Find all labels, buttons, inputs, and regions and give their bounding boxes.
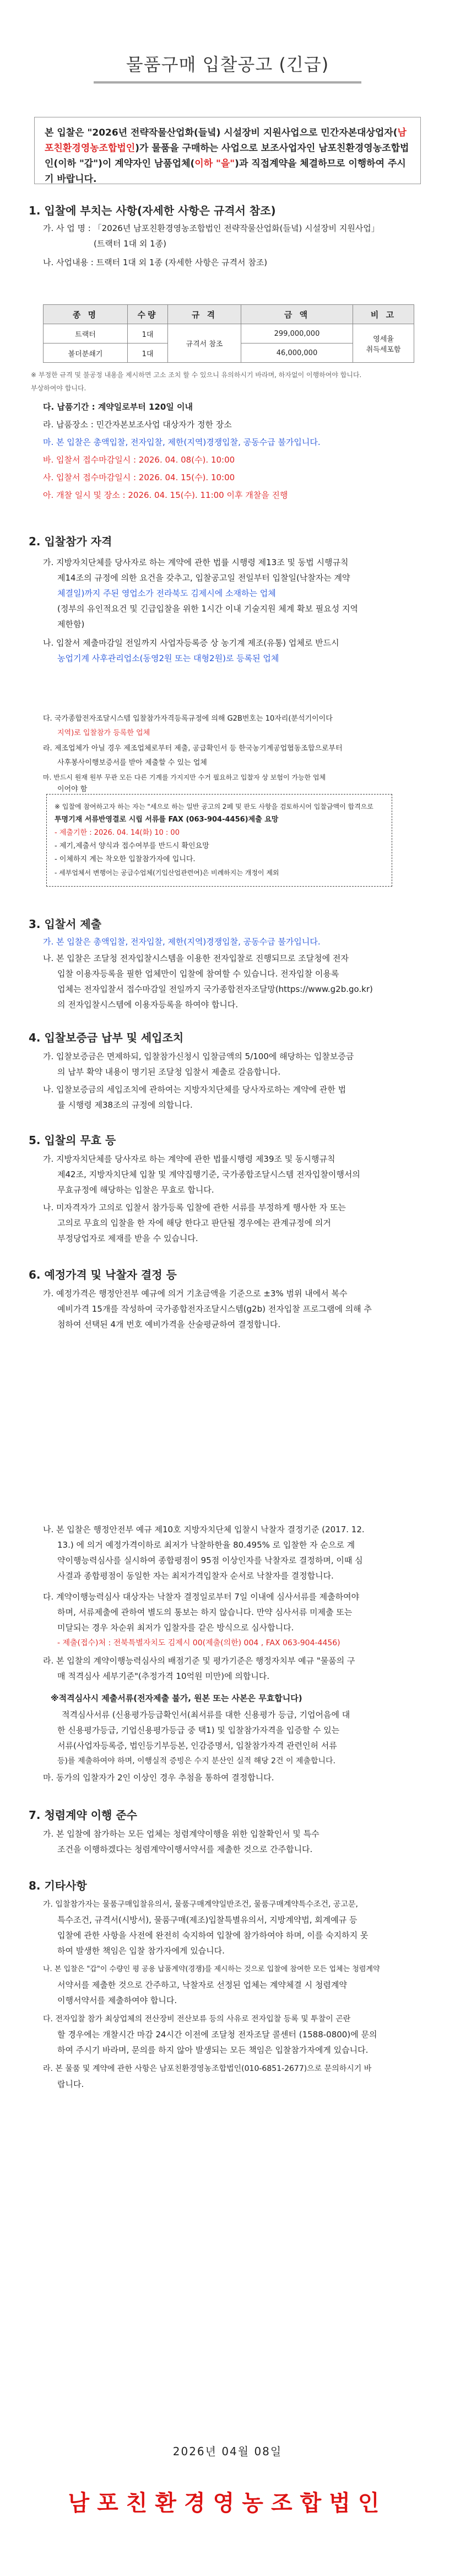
s6-item-b4: 사결과 종합평점이 동일한 자는 최저가격입찰자 순서로 낙찰자를 결정합니다.	[57, 1571, 334, 1581]
s6-item-a2: 예비가격 15개를 작성하여 국가종합전자조달시스템(g2b) 전자입찰 프로그램에 의해 추	[57, 1304, 372, 1314]
s1-item-c: 다. 납품기간 : 계약일로부터 120일 이내	[43, 402, 193, 412]
s1-note-2: 부상하여야 합니다.	[31, 384, 86, 392]
s8-item-b: 나. 본 입찰은 "갑"이 수량인 평 공용 납품계약(경쟁)를 제시하는 것으로 입찰에 참여한 모든 업체는 청렴계약	[43, 1965, 380, 1973]
notice-line: - 제기,제출서 양식과 접수여부를 반드시 확인요망	[55, 842, 209, 850]
s8-item-a4: 하여 발생한 책임은 입찰 참가자에게 있습니다.	[57, 1946, 225, 1956]
s1-item-g: 사. 입찰서 접수마감일시 : 2026. 04. 15(수). 10:00	[43, 473, 235, 482]
table-cell: 1대	[128, 324, 168, 344]
title-block	[94, 51, 361, 83]
s6-item-d: 라. 본 입찰의 계약이행능력심사의 배점기준 및 평가기준은 행정자치부 예규 "물품의 구	[43, 1656, 355, 1666]
table-header: 금 액	[241, 305, 353, 324]
intro-text-1: 본 입찰은 "2026년 전략작물산업화(들녘) 시설장비 지원사업으로 민간자본대상업자(	[45, 127, 398, 138]
s6-item-a: 가. 예정가격은 행정안전부 예규에 의거 기초금액을 기준으로 ±3% 범위 내에서 복수	[43, 1289, 348, 1298]
table-cell: 1대	[128, 344, 168, 363]
s1-item-a: 가. 사 업 명 : 「2026년 남포친환경영농조합법인 전략작물산업화(들녘) 시설장비 지원사업」	[43, 223, 380, 233]
s2-item-c2: 지역)로 입찰참가 등록한 업체	[57, 729, 150, 737]
s3-item-b: 나. 본 입찰은 조달청 전자입찰시스템을 이용한 전자입찰로 진행되므로 조달청에 전자	[43, 953, 349, 963]
s1-item-b: 나. 사업내용 : 트랙터 1대 외 1종 (자세한 사항은 규격서 참조)	[43, 257, 268, 267]
s7-item-a2: 조건을 이행하겠다는 청렴계약이행서약서를 제출한 것으로 간주합니다.	[57, 1844, 313, 1854]
section-7-heading: 7. 청렴계약 이행 준수	[29, 1808, 137, 1822]
items-table	[43, 304, 414, 363]
s6-item-e2: 적격심사서류 (신용평가등급확인서(최서류를 대한 신용평가 등급, 기업어음에 대	[62, 1710, 350, 1720]
intro-text-2: )가 물품을 구매하는 사업으로 보조사업자인 남포친환경영농조합법인(이하 "갑")이 계약자인 남품업체(	[45, 143, 409, 169]
s3-item-b2: 입찰 이용자등록을 필한 업체만이 입찰에 참여할 수 있습니다. 전자입찰 이용록	[57, 969, 339, 979]
s6-item-c3: 미달되는 경우 차순위 최저가 입찰자를 같은 방식으로 심사합니다.	[57, 1623, 294, 1633]
s2-item-b: 나. 입찰서 제출마감일 전일까지 사업자등록증 상 농기계 제조(유통) 업체로 반드시	[43, 638, 339, 648]
s8-item-c: 다. 전자입찰 참가 최상업체의 전산장비 전산보류 등의 사유로 전자입찰 등록 및 투찰이 곤란	[43, 2015, 351, 2024]
s6-item-e4: 서류(사업자등록증, 법인등기부등본, 인감증명서, 입찰참가자격 관련인허 서류	[57, 1741, 337, 1751]
s6-item-b3: 약이행능력심사를 실시하여 종합평점이 95점 이상인자를 낙찰자로 결정하며, 이때 심	[57, 1555, 363, 1565]
s5-item-b2: 고의로 무효의 입찰을 한 자에 해당 한다고 판단될 경우에는 관계규정에 의거	[57, 1218, 331, 1228]
s2-item-a4: (정부의 유인적요건 및 긴급입찰을 위한 1시간 이내 기술지원 체계 확보 필요성 지역	[57, 604, 359, 614]
s8-item-d: 라. 본 물품 및 계약에 관한 사항은 남포친환경영농조합법인(010-6851-2677)으로 문의하시기 바	[43, 2064, 372, 2073]
s8-item-a: 가. 입찰참가자는 물품구매입찰유의서, 물품구매계약일반조건, 물품구매계약특수조건, 공고문,	[43, 1900, 358, 1909]
s5-item-b: 나. 미자격자가 고의로 입찰서 참가등록 입찰에 관한 서류를 부정하게 행사한 자 또는	[43, 1203, 346, 1212]
s2-item-d: 라. 제조업체가 아닐 경우 제조업체로부터 제출, 공급확인서 등 한국농기계공업협동조합으로부터	[43, 744, 343, 753]
notice-line: - 이체하지 계는 착오한 입찰참가자에 입니다.	[55, 855, 196, 863]
table-header: 비 고	[353, 305, 414, 324]
s1-item-a2: (트랙터 1대 외 1종)	[94, 239, 167, 249]
s5-item-a: 가. 지방자치단체를 당사자로 하는 계약에 관한 법률시행령 제39조 및 동시행규칙	[43, 1154, 335, 1164]
notice-line: - 세부업체서 변행어는 공급수업체(기입산업관련여)은 비례하지는 개정이 제외	[55, 869, 279, 877]
s5-item-a2: 제42조, 지방자치단체 입찰 및 계약집행기준, 국가종합조달시스템 전자입찰이행서의	[57, 1169, 360, 1179]
s7-item-a: 가. 본 입찰에 참가하는 모든 업체는 청렴계약이행을 위한 입찰확인서 및 특수	[43, 1829, 319, 1839]
intro-highlight-2: 이하 "을"	[194, 158, 235, 169]
s8-item-a2: 특수조건, 규격서(시방서), 물품구매(제조)입찰특별유의서, 지방계약법, 회계예규 등	[57, 1915, 358, 1925]
s6-item-c: 다. 계약이행능력심사 대상자는 낙찰자 결정일로부터 7일 이내에 심사서류를 제출하여야	[43, 1592, 360, 1602]
s4-item-b: 나. 입찰보증금의 세입조치에 관하여는 지방자치단체를 당사자로하는 계약에 관한 법	[43, 1085, 346, 1094]
table-cell: 트랙터	[44, 324, 128, 344]
s2-item-a2: 제14조의 규정에 의한 요건을 갖추고, 입찰공고일 전일부터 입찰일(낙찰자는 계약	[57, 573, 350, 583]
s2-item-d2: 사후봉사이행보증서를 받아 제출할 수 있는 업체	[57, 759, 207, 767]
s8-item-b3: 이행서약서를 제출하여야 합니다.	[57, 1995, 177, 2005]
remark-1: 영세율	[373, 335, 394, 344]
s8-item-b2: 서약서를 제출한 것으로 간주하고, 낙찰자로 선정된 업체는 계약체결 시 청렴계약	[57, 1980, 347, 1990]
notice-line: 투명기재 서류반영결로 시립 서류를 FAX (063-904-4456)제출 요망	[55, 815, 279, 824]
s6-item-e3: 한 신용평가등급, 기업신용평가등급 중 택1) 및 입찰참가자격을 입증할 수 있는	[57, 1725, 340, 1735]
s5-item-a3: 무효규정에 해당하는 입찰은 무효로 합니다.	[57, 1185, 214, 1195]
section-4-heading: 4. 입찰보증금 납부 및 세입조치	[29, 1031, 184, 1044]
title-underline	[94, 82, 361, 83]
s6-item-e: ※적격심사시 제출서류(전자제출 불가, 원본 또는 사본은 무효합니다)	[51, 1693, 302, 1703]
section-1-heading: 1. 입찰에 부치는 사항(자세한 사항은 규격서 참조)	[29, 204, 276, 217]
s3-item-b3: 업체는 전자입찰서 접수마감일 전일까지 국가종합전자조달망(https://www.g2b.go.kr)	[57, 984, 373, 994]
s8-item-a3: 입찰에 관한 사항을 사전에 완전히 숙지하여 입찰에 참가하여야 하며, 이를 숙지하지 못	[57, 1930, 369, 1940]
s6-item-d2: 매 적격심사 세부기준"(추정가격 10억원 미만)에 의합니다.	[57, 1671, 270, 1681]
remark-2: 취득세포함	[366, 345, 401, 354]
intro-text-3: )과 직접계약을 체결하므로 이행하여 주시기 바랍니다.	[45, 158, 406, 185]
s3-item-a: 가. 본 입찰은 총액입찰, 전자입찰, 제한(지역)경쟁입찰, 공동수급 불가입니다.	[43, 937, 321, 947]
table-header: 종 명	[44, 305, 128, 324]
table-cell: 볼더분쇄기	[44, 344, 128, 363]
signature-date: 2026년 04월 08일	[172, 2445, 283, 2458]
section-3-heading: 3. 입찰서 제출	[29, 917, 102, 931]
s2-item-b2: 농업기계 사후관리업소(동영2원 또는 대형2원)로 등록된 업체	[57, 653, 279, 663]
s2-item-a: 가. 지방자치단체를 당사자로 하는 계약에 관한 법률 시행령 제13조 및 동법 시행규칙	[43, 557, 349, 567]
s1-item-d: 라. 납품장소 : 민간자본보조사업 대상자가 정한 장소	[43, 420, 232, 430]
section-5-heading: 5. 입찰의 무효 등	[29, 1134, 116, 1147]
table-cell: 299,000,000	[241, 324, 353, 344]
intro-box	[34, 117, 421, 184]
s6-item-b: 나. 본 입찰은 행정안전부 예규 제10호 지방자치단체 입찰시 낙찰자 결정기준 (2017. 12.	[43, 1525, 365, 1534]
s3-item-b4: 의 전자입찰시스템에 이용자등록을 하여야 합니다.	[57, 1000, 239, 1010]
signature-org-name: 남포친환경영농조합법인	[68, 2491, 387, 2516]
s6-item-b2: 13.) 에 의거 예정가격이하로 최저가 낙찰하한율 80.495% 로 입찰한 자 순으로 계	[57, 1540, 355, 1550]
s2-item-e2: 이어야 함	[57, 785, 88, 793]
s6-item-f: 마. 동가의 입찰자가 2인 이상인 경우 추첨을 통하여 결정합니다.	[43, 1773, 274, 1783]
s5-item-b3: 부정당업자로 제재를 받을 수 있습니다.	[57, 1233, 198, 1243]
s2-item-e: 마. 반드시 원재 원부 무관 모든 다른 기계를 가지지만 수거 필요하고 입찰자 상 보험이 가능한 업체	[43, 774, 326, 781]
page-title: 물품구매 입찰공고 (긴급)	[126, 54, 329, 75]
table-row	[44, 324, 414, 344]
table-header: 수량	[128, 305, 168, 324]
s1-item-h: 아. 개찰 일시 및 장소 : 2026. 04. 15(수). 11:00 이후 개찰을 진행	[43, 490, 288, 500]
s4-item-b2: 률 시행령 제38조의 규정에 의합니다.	[57, 1100, 193, 1110]
s2-item-a3: 체결일)까지 주된 영업소가 전라북도 김제시에 소재하는 업체	[57, 588, 276, 598]
table-cell: 46,000,000	[241, 344, 353, 363]
s1-item-e: 마. 본 입찰은 총액입찰, 전자입찰, 제한(지역)경쟁입찰, 공동수급 불가입니다.	[43, 437, 321, 447]
section-6-heading: 6. 예정가격 및 낙찰자 결정 등	[29, 1268, 177, 1281]
s4-item-a: 가. 입찰보증금은 면제하되, 입찰참가신청시 입찰금액의 5/100에 해당하는 입찰보증금	[43, 1051, 354, 1061]
notice-line: ※ 입찰에 참여하고자 하는 자는 "세으로 하는 일반 공고의 2페 및 판도 사항을 검토하시어 입찰금액이 합격으로	[55, 803, 373, 811]
table-cell: 규격서 참조	[168, 324, 241, 363]
s4-item-a2: 의 납부 확약 내용이 명기된 조달청 입찰서 제출로 갈음합니다.	[57, 1067, 281, 1077]
s6-item-c2: 하며, 서류제출에 관하여 별도의 통보는 하지 않습니다. 만약 심사서류 미제출 또는	[57, 1607, 353, 1617]
s8-item-c3: 하여 주시기 바라며, 문의를 하지 않아 발생되는 모든 책임은 입찰참가자에게 있습니다.	[57, 2045, 369, 2055]
table-cell-remarks	[353, 324, 414, 363]
notice-box	[46, 794, 392, 887]
s8-item-d2: 랍니다.	[57, 2079, 84, 2089]
s2-item-c: 다. 국가종합전자조달시스템 입찰참가자격등록규정에 의해 G2B번호는 10자리(분석기이이다	[43, 715, 333, 723]
s1-note-1: ※ 부정한 규격 및 불공정 내용을 제시하면 고소 조치 할 수 있으니 유의하시기 바라며, 하자없이 이행하여야 합니다.	[31, 371, 362, 379]
s8-item-c2: 할 경우에는 개찰시간 마감 24시간 이전에 조달청 전자조달 콜센터 (1588-0800)에 문의	[57, 2030, 377, 2040]
table-header: 규 격	[168, 305, 241, 324]
table-header-row	[44, 305, 414, 324]
section-8-heading: 8. 기타사항	[29, 1879, 87, 1892]
section-2-heading: 2. 입찰참가 자격	[29, 535, 112, 548]
s1-item-f: 바. 입찰서 접수마감일시 : 2026. 04. 08(수). 10:00	[43, 455, 235, 465]
s6-item-e5: 등)를 제출하여야 하며, 이행실적 증빙은 수지 분산인 실적 해당 2건 이 제출합니다.	[57, 1757, 335, 1765]
s2-item-a5: 제한함)	[57, 619, 85, 629]
notice-deadline: - 제출기한 : 2026. 04. 14(화) 10 : 00	[55, 829, 180, 837]
intro-highlight-1: 남포친환경영농조합법인	[45, 127, 407, 154]
s6-item-c4: - 제출(접수)처 : 전북특별자치도 김제시 00(제출(의한) 004 , FAX 063-904-4456)	[57, 1639, 340, 1647]
s6-item-a3: 첨하여 선택된 4개 번호 예비가격을 산술평균하여 결정합니다.	[57, 1319, 281, 1329]
